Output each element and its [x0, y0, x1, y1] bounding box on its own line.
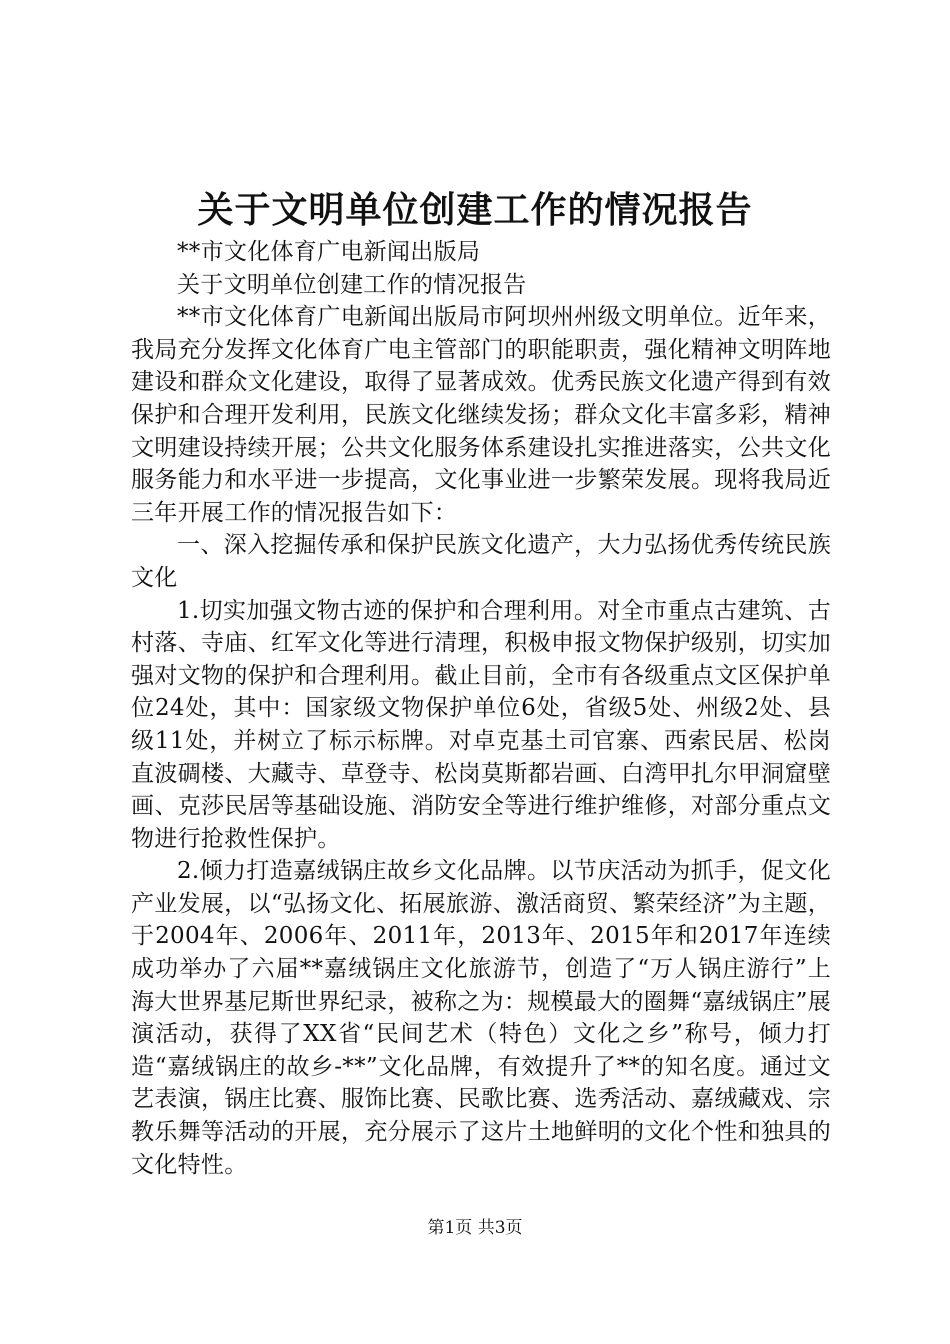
- paragraph-subject: 关于文明单位创建工作的情况报告: [177, 271, 527, 298]
- paragraph-item-2: 2.倾力打造嘉绒锅庄故乡文化品牌。以节庆活动为抓手，促文化产业发展，以“弘扬文化、拓展旅游、激活商贸、繁荣经济”为主题，于2004年、2006年、2011年，2013年、2015年和2017年连续成功举办了六届**嘉绒锅庄文化旅游节，创造了“万人锅庄游行”上海大世界基尼斯世界纪录，被称之为：规模最大的圈舞“嘉绒锅庄”展演活动，获得了XX省“民间艺术（特色）文化之乡”称号，倾力打造“嘉绒锅庄的故乡-**”文化品牌，有效提升了**的知名度。通过文艺表演，锅庄比赛、服饰比赛、民歌比赛、选秀活动、嘉绒藏戏、宗教乐舞等活动的开展，充分展示了这片土地鲜明的文化个性和独具的文化特性。: [131, 858, 831, 1178]
- section-heading-1: 一、深入挖掘传承和保护民族文化遗产，大力弘扬优秀传统民族文化: [131, 532, 831, 591]
- document-title: 关于文明单位创建工作的情况报告: [197, 189, 753, 231]
- page-number-footer: 第1页 共3页: [427, 1218, 523, 1238]
- document-body: [131, 236, 831, 1181]
- paragraph-item-1: 1.切实加强文物古迹的保护和合理利用。对全市重点古建筑、古村落、寺庙、红军文化等进行清理，积极申报文物保护级别，切实加强对文物的保护和合理利用。截止目前，全市有各级重点文区保护单位24处，其中：国家级文物保护单位6处，省级5处、州级2处、县级11处，并树立了标示标牌。对卓克基土司官寨、西索民居、松岗直波碉楼、大藏寺、草登寺、松岗莫斯都岩画、白湾甲扎尔甲洞窟壁画、克莎民居等基础设施、消防安全等进行维护维修，对部分重点文物进行抢救性保护。: [131, 597, 831, 852]
- paragraph-intro: **市文化体育广电新闻出版局市阿坝州州级文明单位。近年来，我局充分发挥文化体育广电主管部门的职能职责，强化精神文明阵地建设和群众文化建设，取得了显著成效。优秀民族文化遗产得到有效保护和合理开发利用，民族文化继续发扬；群众文化丰富多彩，精神文明建设持续开展；公共文化服务体系建设扎实推进落实，公共文化服务能力和水平进一步提高，文化事业进一步繁荣发展。现将我局近三年开展工作的情况报告如下：: [131, 304, 831, 526]
- paragraph-issuer: **市文化体育广电新闻出版局: [177, 239, 481, 265]
